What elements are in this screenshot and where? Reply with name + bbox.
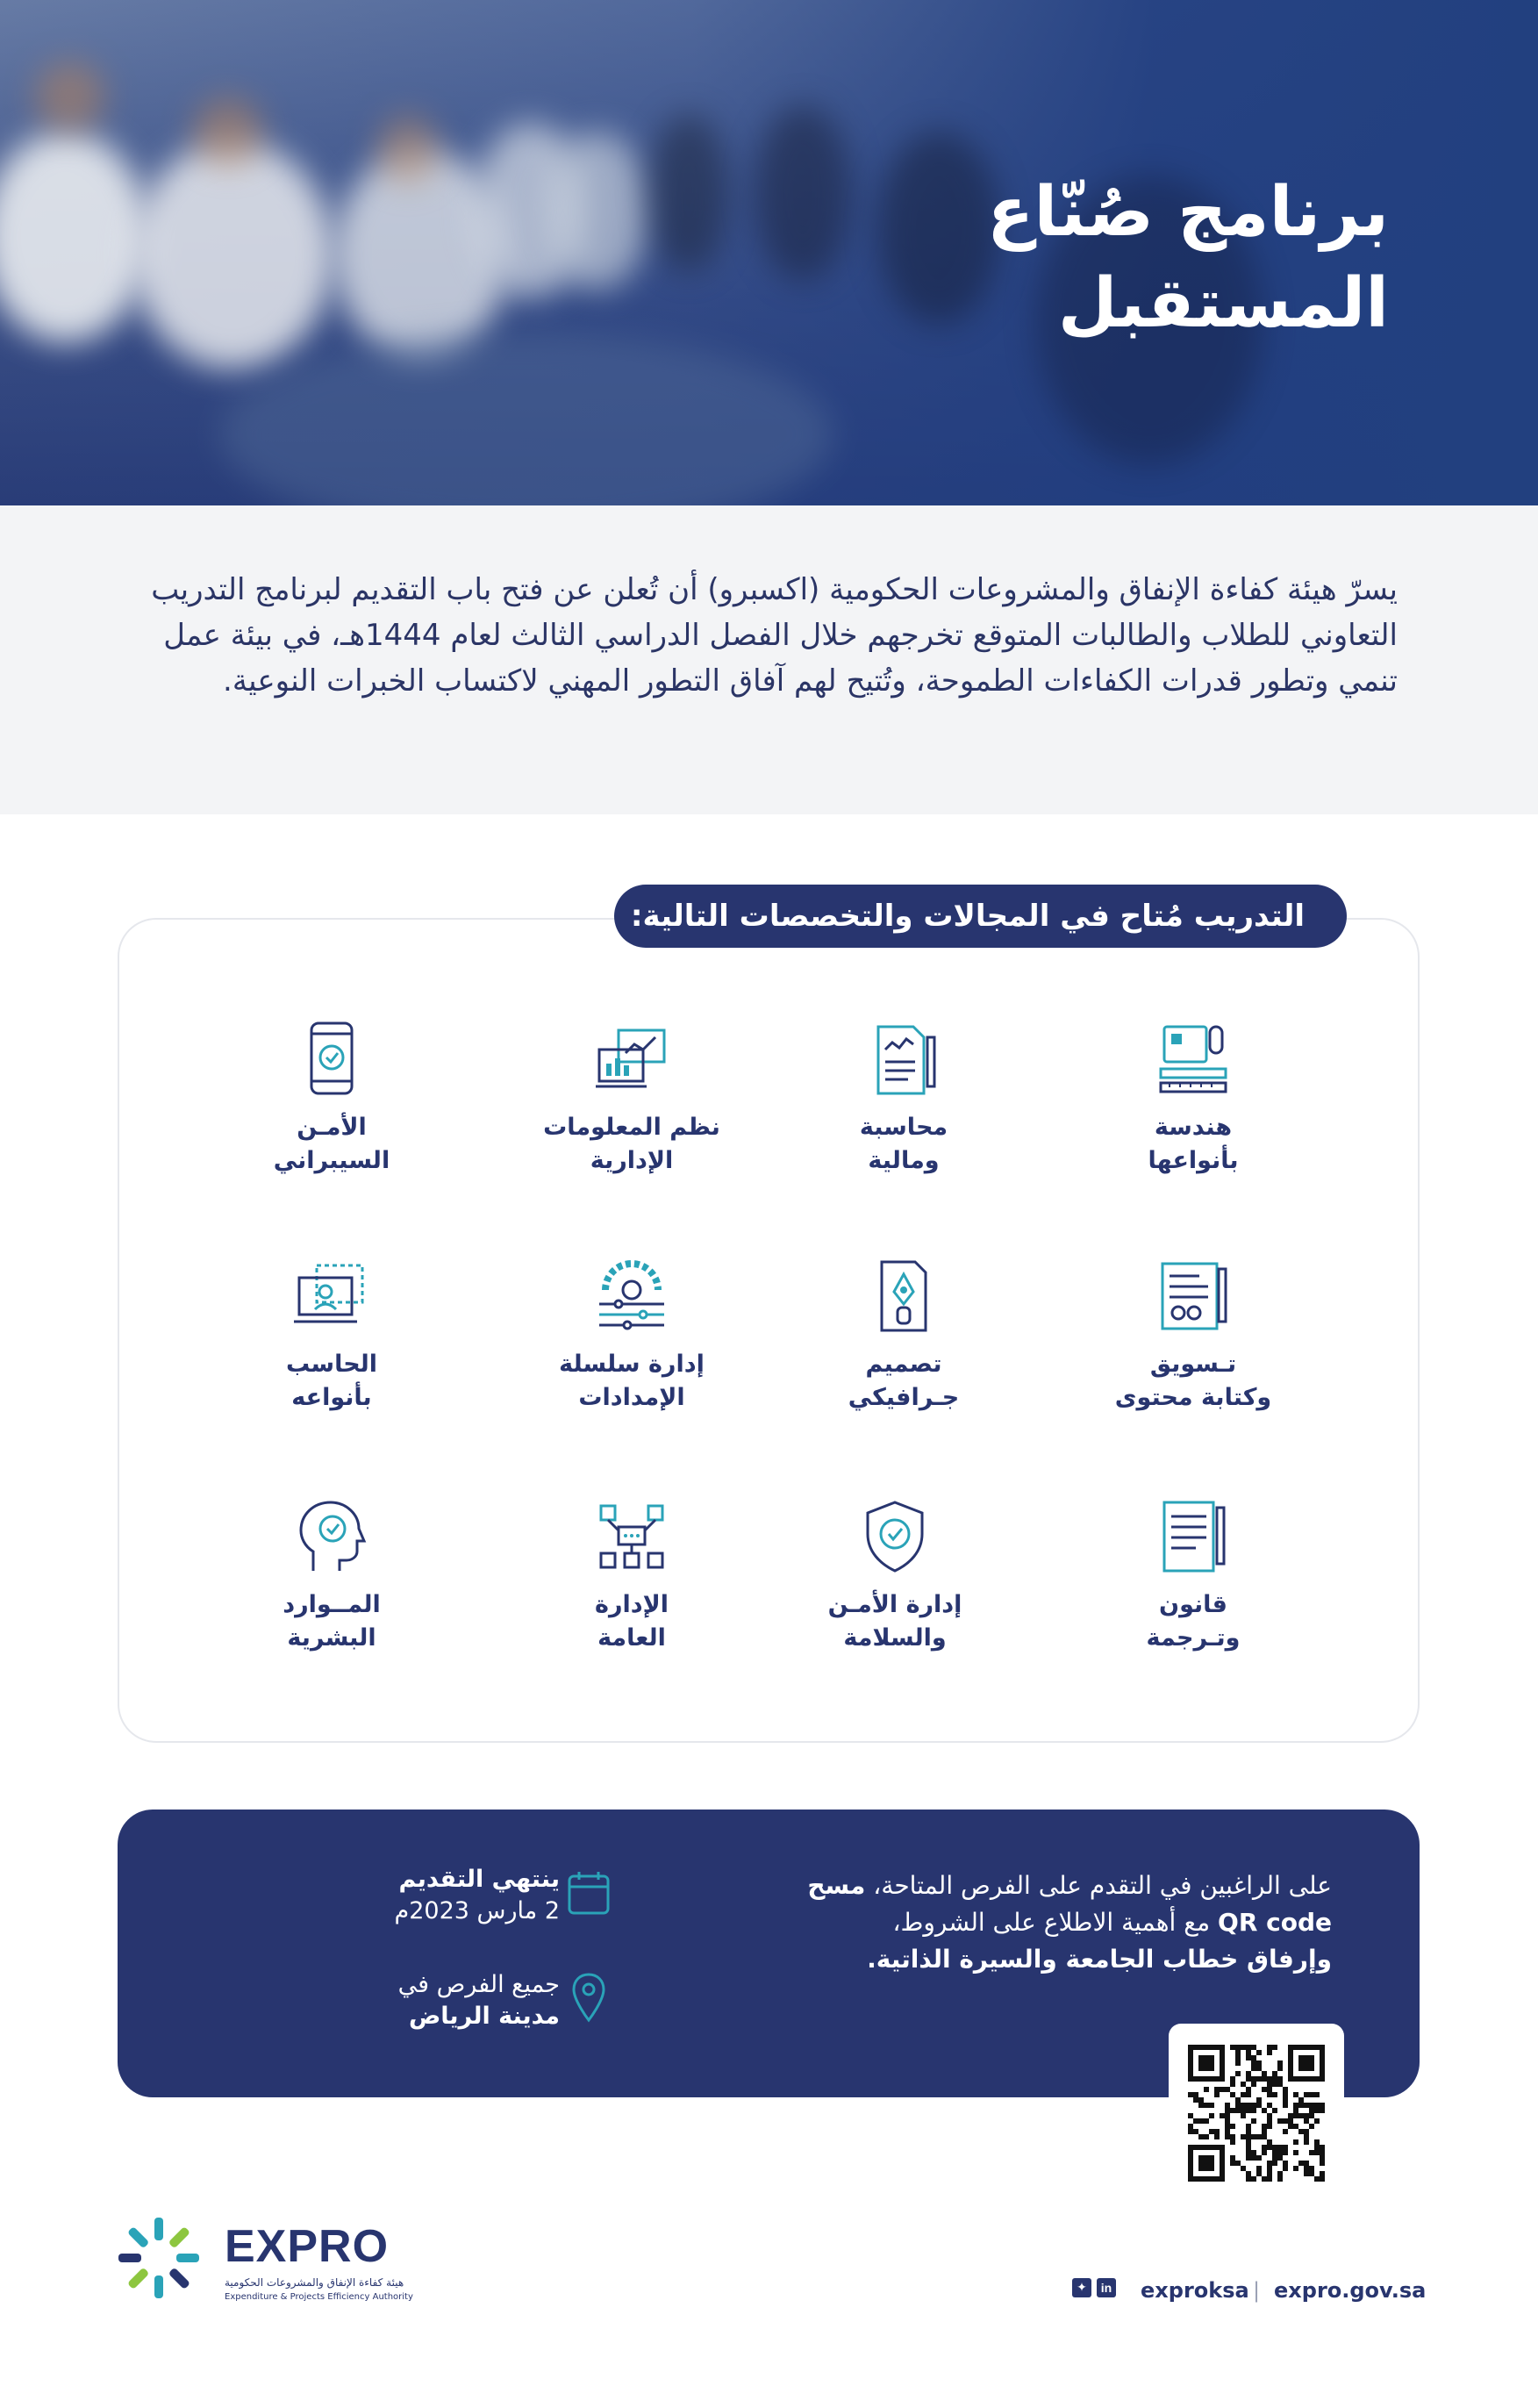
linkedin-icon[interactable]: in xyxy=(1097,2278,1116,2297)
graphic-design-icon xyxy=(864,1257,943,1336)
intro-section xyxy=(0,505,1538,814)
field-label: الأمـن السيبراني xyxy=(273,1114,390,1174)
hero-title xyxy=(987,167,1389,349)
field-label: تصميم جـرافيكي xyxy=(848,1351,960,1411)
deadline-date: 2 مارس 2023م xyxy=(394,1897,560,1924)
apply-line1: على الراغبين في التقدم على الفرص المتاحة، xyxy=(865,1871,1332,1900)
qr-code-card[interactable] xyxy=(1169,2024,1344,2203)
apply-line2-bold: QR code xyxy=(1218,1908,1332,1937)
expro-logo-sub-en: Expenditure & Projects Efficiency Authority xyxy=(225,2292,413,2302)
field-label: محاسبة ومالية xyxy=(859,1114,948,1174)
field-label: المــوارد البشرية xyxy=(283,1591,381,1652)
field-safety xyxy=(790,1497,1000,1655)
supply-chain-icon xyxy=(592,1257,671,1336)
field-supply-chain xyxy=(526,1257,737,1415)
qr-code[interactable] xyxy=(1188,2045,1325,2182)
field-law xyxy=(1088,1497,1298,1655)
field-label: الإدارة العامة xyxy=(595,1591,669,1652)
twitter-icon[interactable]: ✦ xyxy=(1072,2278,1091,2297)
hero-banner xyxy=(0,0,1538,505)
footer-separator: | xyxy=(1253,2278,1261,2303)
field-label: نظم المعلومات الإدارية xyxy=(543,1114,720,1174)
field-information-systems xyxy=(526,1020,737,1178)
field-marketing xyxy=(1088,1257,1298,1415)
field-human-resources xyxy=(226,1497,437,1655)
expro-logo-text: EXPRO xyxy=(225,2221,390,2272)
hero-title-line2: المستقبل xyxy=(1057,264,1389,343)
hero-title-line1: برنامج صُنّاع xyxy=(987,173,1389,252)
location-info xyxy=(398,1969,560,2032)
fields-heading: التدريب مُتاح في المجالات والتخصصات التالية: xyxy=(614,885,1347,948)
field-engineering xyxy=(1088,1020,1298,1178)
cybersecurity-icon xyxy=(292,1020,371,1099)
safety-shield-icon xyxy=(855,1497,934,1576)
deadline-label: ينتهي التقديم xyxy=(398,1866,560,1893)
field-label: إدارة الأمـن والسلامة xyxy=(827,1591,962,1652)
human-resources-icon xyxy=(292,1497,371,1576)
field-label: الحاسب بأنواعه xyxy=(285,1351,378,1411)
social-handle[interactable]: exproksa xyxy=(1141,2278,1249,2303)
expro-logo-sub-ar: هيئة كفاءة الإنفاق والمشروعات الحكومية xyxy=(225,2276,404,2289)
field-label: تـسويق وكتابة محتوى xyxy=(1114,1351,1272,1411)
public-administration-icon xyxy=(592,1497,671,1576)
calendar-icon xyxy=(567,1869,611,1917)
apply-instructions xyxy=(718,1867,1332,1978)
marketing-icon xyxy=(1154,1257,1233,1336)
intro-paragraph: يسرّ هيئة كفاءة الإنفاق والمشروعات الحكومية (اكسبرو) أن تُعلن عن فتح باب التقديم لبرنامج التدريب التعاوني للطلاب والطالبات المتوقع تخرجهم خلال الفصل الدراسي الثالث لعام 1444هـ، في بيئة عمل تنمي وتطور قدرات الكفاءات الطموحة، وتُتيح لهم آفاق التطور المهني لاكتساب الخبرات النوعية. xyxy=(151,572,1398,699)
field-public-administration xyxy=(526,1497,737,1655)
website-link[interactable]: expro.gov.sa xyxy=(1274,2278,1427,2303)
field-graphic-design xyxy=(798,1257,1009,1415)
location-label: جميع الفرص في xyxy=(397,1971,560,1998)
field-label: قانون وتـرجمة xyxy=(1146,1591,1241,1652)
expro-logo xyxy=(107,2211,423,2308)
computer-icon xyxy=(292,1257,371,1336)
field-cybersecurity xyxy=(226,1020,437,1178)
field-label: إدارة سلسلة الإمدادات xyxy=(559,1351,705,1411)
accounting-icon xyxy=(864,1020,943,1099)
expro-logo-mark-icon xyxy=(107,2206,211,2310)
engineering-icon xyxy=(1154,1020,1233,1099)
apply-line1-bold: مسح xyxy=(807,1871,866,1900)
field-computer xyxy=(226,1257,437,1415)
deadline-info xyxy=(395,1864,560,1927)
field-label: هندسة بأنواعها xyxy=(1148,1114,1239,1174)
apply-line2: مع أهمية الاطلاع على الشروط، xyxy=(892,1908,1219,1937)
information-systems-icon xyxy=(592,1020,671,1099)
location-pin-icon xyxy=(570,1971,607,2024)
field-accounting xyxy=(798,1020,1009,1178)
law-icon xyxy=(1154,1497,1233,1576)
location-city: مدينة الرياض xyxy=(408,2003,560,2030)
apply-line3-bold: وإرفاق خطاب الجامعة والسيرة الذاتية. xyxy=(867,1945,1332,1974)
